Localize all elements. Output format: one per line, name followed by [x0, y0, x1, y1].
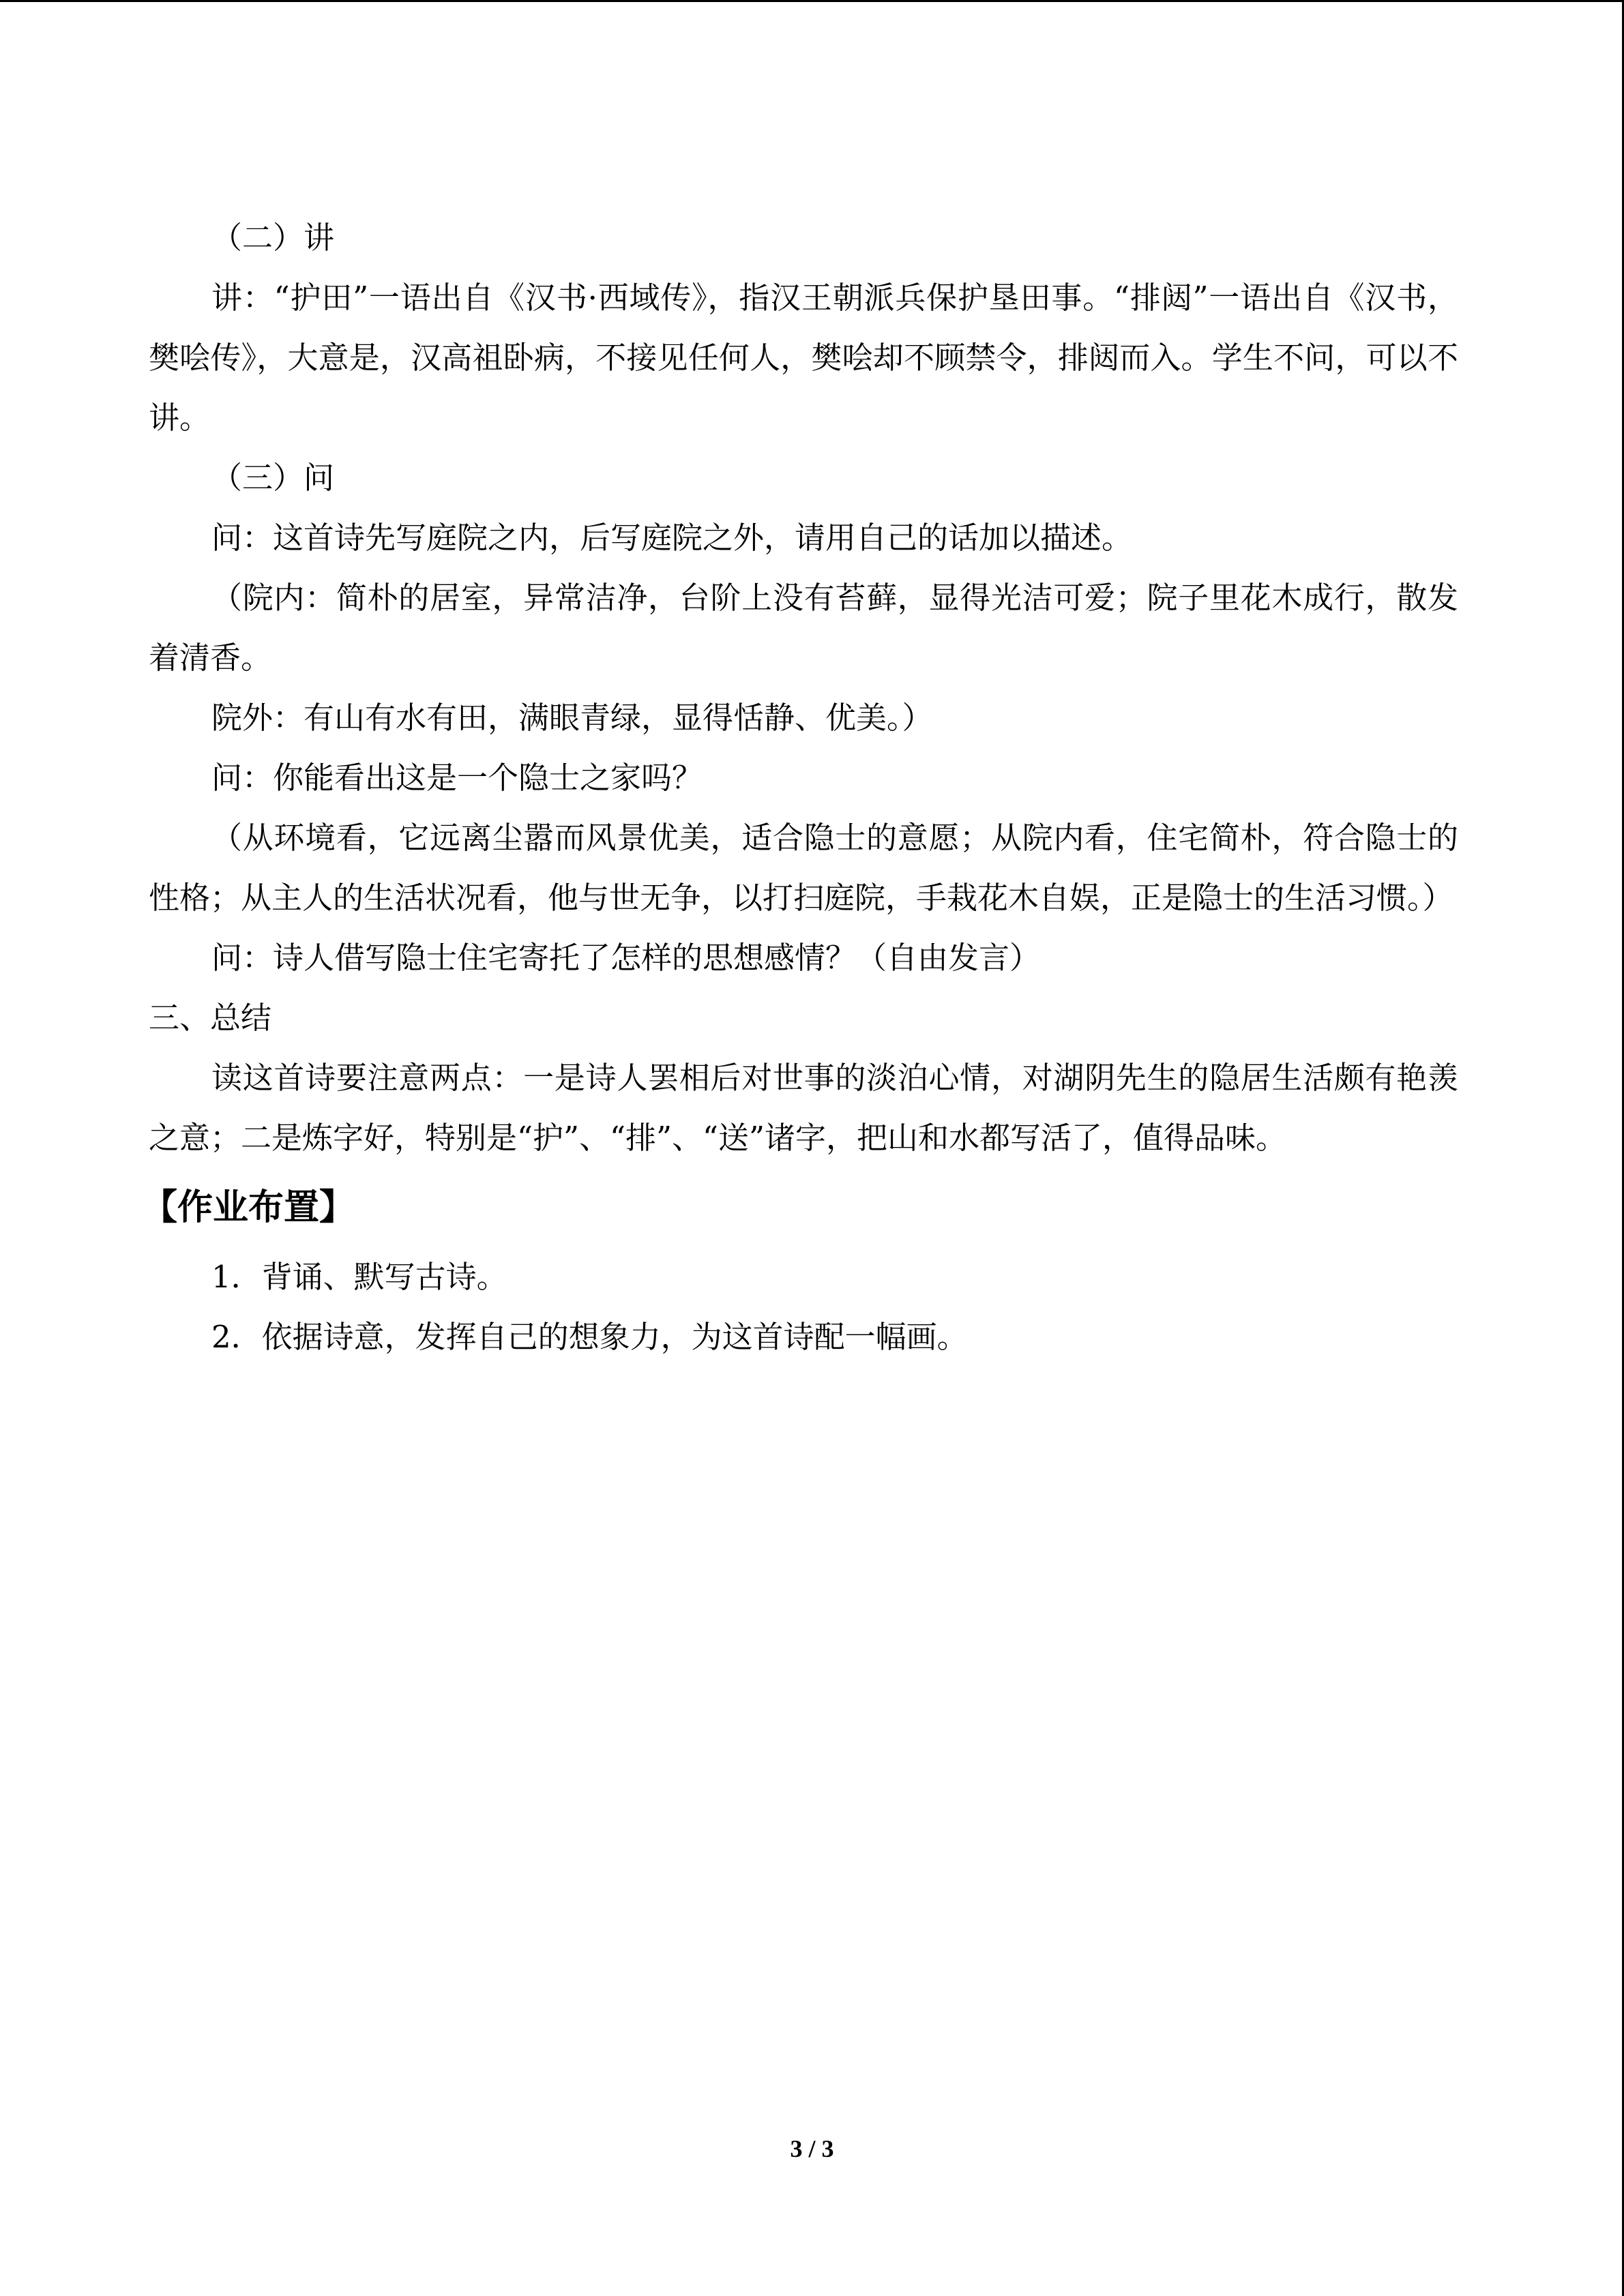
question-hermit-home: 问：你能看出这是一个隐士之家吗？ [211, 760, 703, 796]
homework-heading: 【作业布置】 [142, 1187, 355, 1228]
top-border-line [0, 0, 1624, 2]
question-poet-feelings: 问：诗人借写隐士住宅寄托了怎样的思想感情？（自由发言） [211, 940, 1041, 976]
answer-inside-courtyard: （院内：简朴的居室，异常洁净，台阶上没有苔藓，显得光洁可爱；院子里花木成行，散发着清香。 [149, 580, 1458, 676]
page-number: 3 / 3 [790, 2135, 834, 2162]
document-body [142, 208, 1458, 1367]
homework-item: 1．背诵、默写古诗。 [211, 1259, 507, 1295]
homework-item: 2．依据诗意，发挥自己的想象力，为这首诗配一幅画。 [211, 1319, 968, 1355]
subsection-heading-explain: （二）讲 [211, 220, 335, 256]
section-heading-summary: 三、总结 [149, 1000, 272, 1036]
answer-hermit-home: （从环境看，它远离尘嚣而风景优美，适合隐士的意愿；从院内看，住宅简朴，符合隐士的性格；从主人的生活状况看，他与世无争，以打扫庭院，手栽花木自娱，正是隐士的生活习惯。） [149, 820, 1458, 916]
paragraph-explain: 讲：“护田”一语出自《汉书·西域传》，指汉王朝派兵保护垦田事。“排闼”一语出自《汉书，樊哙传》，大意是，汉高祖卧病，不接见任何人，樊哙却不顾禁令，排闼而入。学生不问，可以不讲。 [149, 280, 1458, 436]
question-describe-courtyard: 问：这首诗先写庭院之内，后写庭院之外，请用自己的话加以描述。 [211, 520, 1133, 556]
paragraph-summary: 读这首诗要注意两点：一是诗人罢相后对世事的淡泊心情，对湖阴先生的隐居生活颇有艳羡之意；二是炼字好，特别是“护”、“排”、“送”诸字，把山和水都写活了，值得品味。 [149, 1060, 1458, 1156]
answer-outside-courtyard: 院外：有山有水有田，满眼青绿，显得恬静、优美。） [211, 700, 933, 736]
subsection-heading-ask: （三）问 [211, 460, 335, 496]
